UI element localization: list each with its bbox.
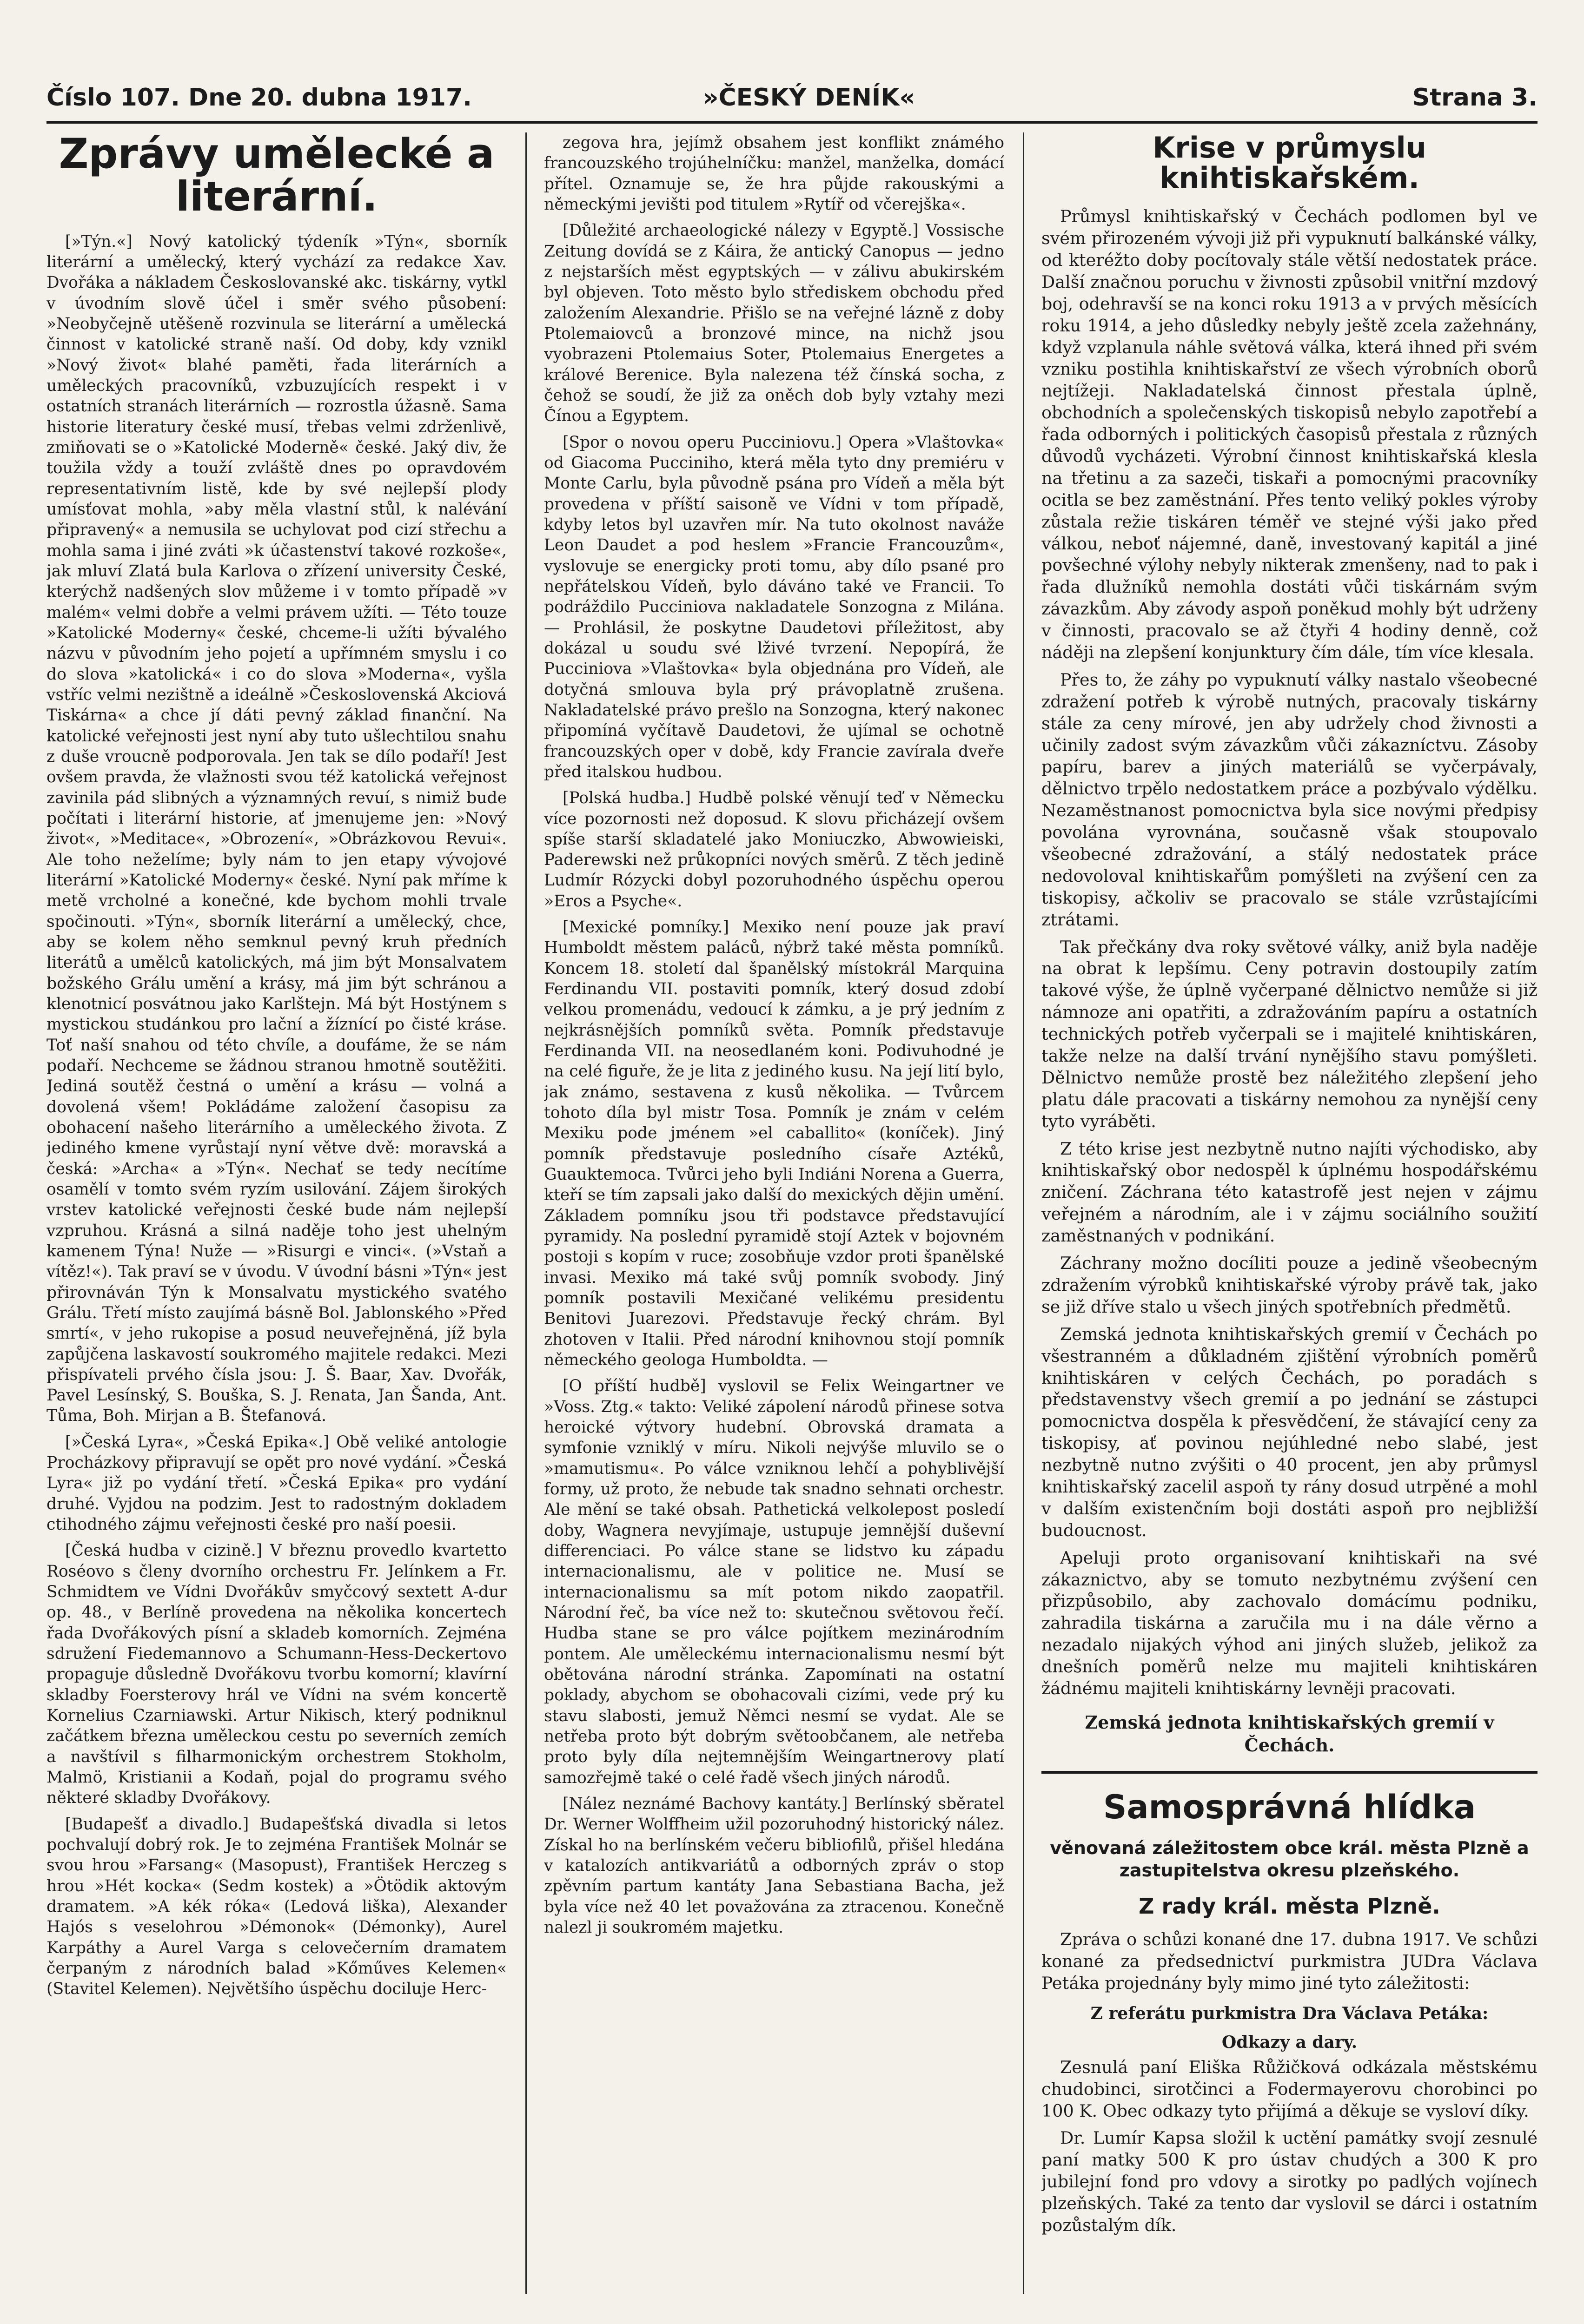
article-paragraph: Apeluji proto organisovaní knihtiskaři na své zákaznictvo, aby se tomuto nezbytnému zvýšení cen přizpůsobilo, aby zachovalo domácímu podniku, zahradila tiskárna a zaručila mu i na dále věrno a nezadalo nijakých výhod ani jiných služeb, jelikož za dnešních poměrů nelze mu majiteli knihtiskáren žádnému majiteli knihtiskárny levněji pracovati. [1041, 1547, 1538, 1698]
article-paragraph: Přes to, že záhy po vypuknutí války nastalo všeobecné zdražení potřeb k výrobě nutných, pracovaly tiskárny stále za ceny mírové, jen aby udržely chod živnosti a učinily zadost svým závazkům vůči zákazníctvu. Zásoby papíru, barev a jiných materiálů se vyčerpávaly, dělnictvo trpělo nedostatkem práce a pozbývalo výdělku. Nezaměstnanost pomocnictva byla sice novými předpisy povolána vyrovnána, současně však stoupovalo všeobecné zdražování, a stálý nedostatek práce nedovoloval knihtiskařům pomýšleti na zvýšení cen za tiskopisy, ačkoliv se pracovalo se stále vzrůstajícími ztrátami. [1041, 669, 1538, 930]
column-3 [1041, 132, 1538, 2294]
article-paragraph: Zpráva o schůzi konané dne 17. dubna 1917. Ve schůzi konané za předsednictví purkmistra JUDra Václava Petáka projednány byly mimo jiné tyto záležitosti: [1041, 1929, 1538, 1993]
page-number: Strana 3. [1412, 84, 1538, 112]
section-rule [1041, 1771, 1538, 1774]
column-divider [525, 132, 527, 2294]
article-paragraph: zegova hra, jejímž obsahem jest konflikt známého francouzského trojúhelníčku: manžel, manželka, domácí přítel. Oznamuje se, že hra půjde rakouskými a německými jevišti pod titulem »Rytíř od včerejška«. [544, 133, 1004, 214]
article-paragraph: Zemská jednota knihtiskařských gremií v Čechách po všestranném a důkladném zjištění výrobních poměrů knihtiskáren v celých Čechách, po poradách s představenstvy všech gremií a po jednání se zástupci pomocnictva dospěla k přesvědčení, že stávající ceny za tiskopisy, ať povinou nejúhledné nebo slabé, jest nezbytně nutno zvýšiti o 40 procent, jen aby průmysl knihtiskařský zacelil aspoň ty rány dosud utrpěné a mohl v dalším existenčním boji dostáti aspoň pro nejbližší budoucnost. [1041, 1324, 1538, 1540]
section-title-art-literature: Zprávy umělecké a literární. [59, 132, 495, 221]
subheading-bequests: Odkazy a dary. [1221, 2032, 1358, 2052]
column-2 [544, 132, 1004, 2294]
article-paragraph: [Mexické pomníky.] Mexiko není pouze jak praví Humboldt městem paláců, nýbrž také města pomníků. Koncem 18. století dal španělský místokrál Marquina Ferdinandu VII. postaviti pomník, který dosud zdobí velkou promenádu, vedoucí k zámku, a je prý jedním z nejkrásnějších pomníků světa. Pomník představuje Ferdinanda VII. na neosedlaném koni. Podivuhodné je na celé figuře, že je lita z jediného kusu. Na její lití bylo, jak známo, sestavena z kusů několika. — Tvůrcem tohoto díla byl mistr Tosa. Pomník je znám v celém Mexiku pode jménem »el caballito« (koníček). Jiný pomník představuje posledního císaře Aztéků, Guauktemoca. Tvůrci jeho byli Indiáni Norena a Guerra, kteří se tím zapsali jako další do mexických dějin umění. Základem pomníku jsou tři podstavce představující pyramidy. Na poslední pyramidě stojí Aztek v bojovném postoji s kopím v ruce; zosobňuje vzdor proti španělské invasi. Mexiko má také svůj pomník svobody. Jiný pomník postavili Mexičané velikému presidentu Benitovi Juarezovi. Představuje řecký chrám. Byl zhotoven v Italii. Před národní knihovnou stojí pomník německého geologa Humboldta. — [544, 918, 1004, 1370]
article-paragraph: [Spor o novou operu Pucciniovu.] Opera »Vlaštovka« od Giacoma Pucciniho, která měla tyto dny premiéru v Monte Carlu, byla původně psána pro Vídeň a měla být provedena v příští saisoně ve Vídni v tom případě, kdyby letos byl uzavřen mír. Na tuto okolnost naváže Leon Daudet a pod heslem »Francie Francouzům«, vyslovuje se energicky proti tomu, aby dílo psané pro nepřátelskou Vídeň, bylo dáváno také ve Francii. To podráždilo Pucciniova nakladatele Sonzogna z Milána. — Prohlásil, že poskytne Daudetovi příležitost, aby dokázal u soudu své lživé tvrzení. Nepopírá, že Pucciniova »Vlaštovka« byla objednána pro Vídeň, ale dotyčná smlouva byla prý právoplatně zrušena. Nakladatelské právo prešlo na Sonzogna, který nakonec připomíná vyčítavě Daudetovi, že ujímal se ochotně francouzských oper v době, kdy Francie zavírala dveře před italskou hudbou. [544, 433, 1004, 781]
article-paragraph: Tak přečkány dva roky světové války, aniž byla naděje na obrat k lepšímu. Ceny potravin dostoupily zatím takové výše, že úplně vyčerpané dělnictvo nemůže si již námnoze ani opatřiti, a zdražováním papíru a ostatních technických potřeb vyčerpali se i majitelé knihtiskáren, takže nelze na další trvání nynějšího stavu pomýšleti. Dělnictvo nemůže prostě bez náležitého zlepšení jeho platu dále pracovati a tiskárny nemohou za nynější ceny tyto vyráběti. [1041, 937, 1538, 1131]
article-paragraph: [Důležité archaeologické nálezy v Egyptě.] Vossische Zeitung dovídá se z Káira, že antický Canopus — jedno z nejstarších měst egyptských — v zálivu abukirském byl objeven. Toto město bylo střediskem obchodu před založením Alexandrie. Přišlo se na veřejné lázně z doby Ptolemaiovců a bronzové mince, na nichž jsou vyobrazeni Ptolemaius Soter, Ptolemaius Energetes a králové Berenice. Byla nalezena též čínská socha, z čehož se soudí, že již za oněch dob byly vztahy mezi Čínou a Egyptem. [544, 221, 1004, 426]
article-title-printing-crisis: Krise v průmyslu knihtiskařském. [1153, 132, 1426, 195]
article-paragraph: [O příští hudbě] vyslovil se Felix Weingartner ve »Voss. Ztg.« takto: Veliké zápolení národů přinese sotva heroické výtvory hudební. Obrovská dramata a symfonie vzniklý v míru. Nikoli nejvýše mluvilo se o »mamutismu«. Po válce vzniknou lehčí a pohyblivější formy, už proto, že nebude tak snadno sehnati orchestr. Ale mění se také obsah. Pathetická velkolepost posledí doby, Wagnera nevyjímaje, ustupuje jemnější duševní differenciaci. Po válce stane se lidstvo ku západu internacionalismu, ale v politice ne. Musí se internacionalismu sa mít potom nikdo zaopatřil. Národní řeč, ba více než to: skutečnou světovou řečí. Hudba stane se pro válce pojítkem mezinárodním pontem. Ale uměleckému internacionalismu nesmí být obětována národní stránka. Zapomínati na ostatní poklady, abychom se obohacovali cizími, vede prý ku stavu slabosti, jemuž Němci nesmí se vydat. Ale se netřeba proto být dobrým světoobčanem, ale netřeba proto byly díla nejtemnějším Weingartnerovy platí samozřejmě také o celé řadě všech jiných národů. [544, 1377, 1004, 1787]
article-paragraph: [Budapešť a divadlo.] Budapešťská divadla si letos pochvalují dobrý rok. Je to zejména František Molnár se svou hrou »Farsang« (Masopust), František Herczeg s hrou »Hét kocka« (Sedm kostek) a »Ötödik aktovým dramatem. »A kék róka« (Ledová liška), Alexander Hajós s veselohrou »Démonok« (Démonky), Aurel Karpáthy a Aurel Varga s celovečerním dramatem čerpaným z národních balad »Kőműves Kelemen« (Stavitel Kelemen). Největšího úspěchu dociluje Herc- [46, 1815, 507, 1999]
column-1 [46, 132, 507, 2294]
section-title-self-government: Samosprávná hlídka [1103, 1788, 1476, 1826]
column-divider [1023, 132, 1024, 2294]
article-paragraph: Dr. Lumír Kapsa složil k uctění památky svojí zesnulé paní matky 500 K pro ústav chudých a 300 K pro jubilejní fond pro vdovy a sirotky po padlých vojínech plzeňských. Také za tento dar vyslovil se dárci i ostatním pozůstalým dík. [1041, 2128, 1538, 2236]
article-paragraph: [Česká hudba v cizině.] V březnu provedlo kvartetto Roséovo s členy dvorního orchestru Fr. Jelínkem a Fr. Schmidtem ve Vídni Dvořákův smyčcový sextett A-dur op. 48., v Berlíně provedena na několika koncertech řada Dvořákových písní a skladeb komorních. Zejména sdružení Fiedemannovo a Schumann-Hess-Deckertovo propaguje důsledně Dvořákovu tvorbu komorní; klavírní skladby Foersterovy hrál ve Vídni na svém koncertě Kornelius Czarniawski. Artur Nikisch, který podniknul začátkem března uměleckou cestu po severních zemích a navštívil s filharmonickým orchestrem Stokholm, Malmö, Kristianii a Kodaň, pojal do programu svého některé skladby Dvořákovy. [46, 1541, 507, 1808]
article-signature: Zemská jednota knihtiskařských gremií v Čechách. [1085, 1711, 1494, 1756]
page-header [46, 70, 1538, 124]
paper-name: »ČESKÝ DENÍK« [703, 84, 915, 112]
issue-date: Číslo 107. Dne 20. dubna 1917. [46, 84, 472, 112]
article-paragraph: [Nález neznámé Bachovy kantáty.] Berlínský sběratel Dr. Werner Wolffheim užil pozoruhodný historický nález. Získal ho na berlínském večeru bibliofilů, přišel hledána v katalozích antikvariátů a odborných zpráv o stop zpěvním partum kantáty Jana Sebastiana Bacha, jež byla více než 40 let považována za ztracenou. Konečně nalezl ji soukromém majetku. [544, 1794, 1004, 1937]
columns [46, 132, 1538, 2294]
article-paragraph: Záchrany možno docíliti pouze a jedině všeobecným zdražením výrobků knihtiskařské výroby právě tak, jako se již dříve stalo u všech jiných spotřebních předmětů. [1041, 1253, 1538, 1317]
article-heading-city-council: Z rady král. města Plzně. [1139, 1894, 1440, 1919]
article-paragraph: [Polská hudba.] Hudbě polské věnují teď v Německu více pozornosti než doposud. K slovu přicházejí ovšem spíše starší skladatelé jako Moniuczko, Abwowieiski, Paderewski než průkopníci nových směrů. Z těch jedině Ludmír Rózycki dobyl pozoruhodného úspěchu operou »Eros a Psyche«. [544, 789, 1004, 911]
newspaper-page [46, 70, 1538, 2301]
subheading-mayor-report: Z referátu purkmistra Dra Václava Petáka: [1090, 2003, 1489, 2023]
article-paragraph: [»Týn.«] Nový katolický týdeník »Týn«, sborník literární a umělecký, který vychází za redakce Xav. Dvořáka a nákladem Českoslovanské akc. tiskárny, vytkl v úvodním slově účel i směr svého působení: »Neobyčejně utěšeně rozvinula se literární a umělecká činnost v katolické straně naší. Od doby, kdy vznikl »Nový život« blahé paměti, řada literárních a uměleckých pracovníků, vzbuzujících respekt i v ostatních stranách literárních — rozrostla úžasně. Sama historie literatury české musí, třebas velmi zdrženlivě, zmiňovati se o »Katolické Moderně« české. Jaký div, že toužila vždy a touží zvláště dnes po opravdovém representativním listě, kde by své nejlepší plody umísťovat mohla, »aby měla vlastní stůl, k nalévání připravený« a nemusila se uchylovat pod cizí střechu a mohla sama i jiné zváti »k účastenství takové rozkoše«, jak mluví Zlatá bula Karlova o zřízení university České, kterýchž nadšených slov můžeme i v tomto případě »v malém« velmi dobře a velmi právem užíti. — Této touze »Katolické Moderny« české, chceme-li užíti bývalého názvu v původním jeho pojetí a upřímném smyslu i co do slova »katolická« i co do slova »Moderna«, vyšla vstříc velmi nezištně a ideálně »Československá Akciová Tiskárna« a chce jí dáti pevný základ finanční. Na katolické veřejnosti jest nyní aby tuto ušlechtilou snahu z duše vroucně podporovala. Jen tak se dílo podaří! Jest ovšem pravda, že vlažnosti svou též katolická veřejnost zavinila pád slibných a významných revuí, s nimiž bude počítati i literární historie, ať jmenujeme jen: »Nový život«, »Meditace«, »Obrození«, »Obrázkovou Revui«. Ale toho neželíme; byly nám to jen etapy vývojové literární »Katolické Moderny« české. Nyní pak mříme k metě vrcholné a konečné, kde bychom mohli trvale spočinouti. »Týn«, sborník literární a umělecký, chce, aby se kolem něho semknul pevný kruh předních literátů a umělců katolických, má jim být Monsalvatem božského Grálu umění a krásy, má jim být schránou a klenotnicí posvátnou jako Karlštejn. Má být Hostýnem s mystickou studánkou pro lační a žíznící po čisté kráse. Toť naší snahou od této chvíle, a doufáme, že se nám podaří. Nechceme se žádnou stranou hmotně soutěžiti. Jediná soutěž čestná o umění a krásu — volná a dovolená všem! Pokládáme založení časopisu za obohacení našeho literárního a uměleckého života. Z jediného kmene vyrůstají nyní větve dvě: moravská a česká: »Archa« a »Týn«. Nechať se tedy necítíme osamělí v tomto svém ryzím usilování. Zájem širokých vrstev katolické veřejnosti české bude nám nejlepší vzpruhou. Krásná a silná naděje toho jest uhelným kamenem Týna! Nuže — »Risurgi e vinci«. (»Vstaň a vítěz!«). Tak praví se v úvodu. V úvodní básni »Týn« jest přirovnáván Týn k Monsalvatu mystického svatého Grálu. Třetí místo zaujímá básně Bol. Jablonského »Před smrtí«, v jeho rukopise a posud neuveřejněná, jíž byla zapůjčena laskavostí soukromého majitele redakci. Mezi přispívateli prvého čísla jsou: J. Š. Baar, Xav. Dvořák, Pavel Lesínský, S. Bouška, S. J. Renata, Jan Šanda, Ant. Tůma, Boh. Mirjan a B. Štefanová. [46, 232, 507, 1426]
article-paragraph: Průmysl knihtiskařský v Čechách podlomen byl ve svém přirozeném vývoji již při vypuknutí balkánské války, od kteréžto doby pocítovaly stále větší nedostatek práce. Další značnou poruchu v živnosti způsobil vnitřní mzdový boj, odehravší se na konci roku 1913 a v prvých měsících roku 1914, a jeho důsledky nebyly ještě zcela zažehnány, když vzplanula náhle světová válka, která ihned při svém vzniku postihla knihtiskařství ze všech výrobních oborů nejtížeji. Nakladatelská činnost přestala úplně, obchodních a společenských tiskopisů nebylo zapotřebí a řada odborných i politických časopisů přestala z různých důvodů vycházeti. Výrobní činnost knihtiskařská klesla na třetinu a za sazeči, tiskaři a pomocnými pracovníky ocitla se bez zaměstnání. Přes tento veliký pokles výroby zůstala režie tiskáren téměř ve stejné výši jako před válkou, neboť nájemné, daně, investovaný kapitál a jiné povšechné výlohy nebyly nikterak zmenšeny, nad to pak i řada dlužníků nemohla dostáti vůči tiskárnám svým závazkům. Aby závody aspoň poněkud mohly být udrženy v činnosti, pracovalo se až čtyři 4 hodiny denně, což náději na zlepšení konjunktury čím dále, tím více klesala. [1041, 206, 1538, 662]
article-paragraph: Z této krise jest nezbytně nutno najíti východisko, aby knihtiskařský obor nedospěl k úplnému hospodářskému zničení. Záchrana této katastrofě jest nejen v zájmu veřejném a národním, ale i v zájmu sociálního soužití zaměstnaných v podnikání. [1041, 1138, 1538, 1246]
article-paragraph: Zesnulá paní Eliška Růžičková odkázala městskému chudobinci, sirotčinci a Fodermayerovu chorobinci po 100 K. Obec odkazy tyto přijímá a děkuje se vysloví díky. [1041, 2057, 1538, 2121]
section-subtitle: věnovaná záležitostem obce král. města Plzně a zastupitelstva okresu plzeňského. [1050, 1838, 1529, 1881]
article-paragraph: [»Česká Lyra«, »Česká Epika«.] Obě veliké antologie Procházkovy připravují se opět pro nové vydání. »Česká Lyra« již po vydání třetí. »Česká Epika« pro vydání druhé. Vyjdou na podzim. Jest to radostným dokladem ctihodného zájmu veřejnosti české pro naší poesii. [46, 1433, 507, 1534]
